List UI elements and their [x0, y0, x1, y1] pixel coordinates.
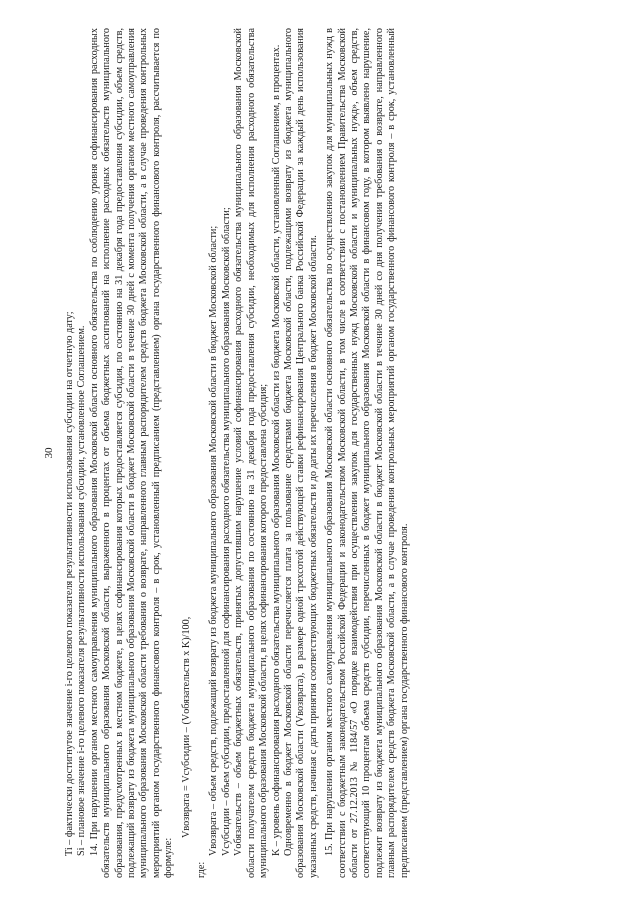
paragraph-where: где:: [196, 861, 208, 878]
paragraph-si-definition: Si – плановое значение i-го целевого показателя результативности использования субсидии, установленное Соглашением.: [76, 325, 88, 856]
paragraph-clause-15: 15. При нарушении органом местного самоуправления муниципального образования Московской области основного обязательства по осуществлению закупок для муниципальных нужд в соответствии с бюджетным законодательством Российской Федерации и законодательством Московской области, в том числе в соответствии с постановлением Правительства Московской области от 27.12.2013 № 1184/57 «О порядке взаимодействия при осуществлении закупок для государственных нужд Московской области и муниципальных нужд», объем средств, соответствующий 10 процентам объема средств субсидии, перечисленных в бюджет муниципального образования Московской области в финансовом году, в котором выявлено нарушение, подлежит возврату из бюджета муниципального образования Московской области в бюджет Московской области в течение 30 дней со дня получения требования о возврате, направленного главным распорядителем средств бюджета Московской области, а в случае проведения контрольных мероприятий органом государственного финансового контроля – в срок, установленный предписанием (представлением) органа государственного финансового контроля.: [324, 27, 410, 878]
page-number: 30: [43, 447, 55, 458]
paragraph-payment-fee: Одновременно в бюджет Московской области перечисляется плата за пользование средствами бюджета Московской области, подлежащими возврату из бюджета муниципального образования Московской области (Vвозврата), в размере одной трехсотой действующей ставки рефинансирования Центрального банка Российской Федерации за каждый день использования указанных средств, начиная с даты принятия соответствующих бюджетных обязательств и до даты их перечисления в бюджет Московской области.: [282, 27, 319, 878]
paragraph-k-definition: K – уровень софинансирования расходного обязательства муниципального образования Московской области из бюджета Московской области, установленный Соглашением, в процентах.: [270, 44, 282, 856]
paragraph-clause-14: 14. При нарушении органом местного самоуправления муниципального образования Московской области основного обязательства по соблюдению уровня софинансирования расходных обязательств муниципального образования Московской области, выраженного в процентах от объема бюджетных ассигнований на исполнение расходных обязательств муниципального образования, предусмотренных в местном бюджете, в целях софинансирования которых предоставляется субсидия, по состоянию на 31 декабря года предоставления субсидии, объем средств, подлежащий возврату из бюджета муниципального образования Московской области в бюджет Московской области в течение 30 дней с момента получения органом местного самоуправления муниципального образования Московской области требования о возврате, направленного главным распорядителем средств бюджета Московской области, а в случае проведения контрольных мероприятий органом государственного финансового контроля – в срок, установленный предписанием (представлением) органа государственного финансового контроля, рассчитывается по формуле:: [88, 27, 175, 878]
document-body: [64, 28, 411, 878]
paragraph-v-vozvrata-definition: Vвозврата – объем средств, подлежащий возврату из бюджета муниципального образования Московской области в бюджет Московской области;: [208, 225, 220, 856]
paragraph-v-subsidii-definition: Vсубсидии – объем субсидии, предоставленной для софинансирования расходного обязательства муниципального образования Московской области;: [220, 206, 232, 856]
paragraph-v-obyazatelstv-definition: Vобязательств – объем бюджетных обязательств, принятых допустившим нарушение условий софинансирования расходного обязательства муниципального образования Московской области получателем средств бюджета муниципального образования по состоянию на 31 декабря года предоставления субсидии, необходимых для исполнения расходного обязательства муниципального образования Московской области, в целях софинансирования которого предоставлена субсидия;: [233, 27, 270, 878]
formula: Vвозврата = Vсубсидии – (Vобязательств х K)/100,: [180, 616, 192, 838]
rotated-text-block: [40, 28, 600, 878]
paragraph-ti-definition: Ti – фактически достигнутое значение i-го целевого показателя результативности использования субсидии на отчетную дату;: [64, 310, 75, 856]
